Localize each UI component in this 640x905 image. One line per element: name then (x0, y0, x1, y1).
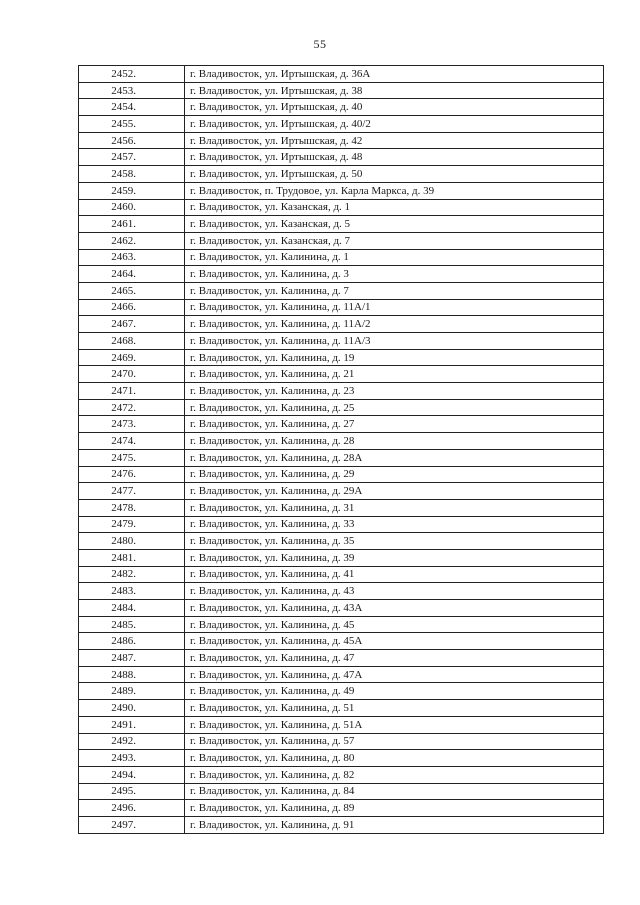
row-address: г. Владивосток, ул. Калинина, д. 11А/1 (185, 299, 604, 316)
row-address: г. Владивосток, ул. Калинина, д. 51А (185, 716, 604, 733)
table-row (79, 349, 604, 366)
table-row (79, 282, 604, 299)
table-row (79, 816, 604, 833)
row-number: 2491. (79, 716, 185, 733)
table-row (79, 600, 604, 617)
row-address: г. Владивосток, ул. Иртышская, д. 38 (185, 82, 604, 99)
row-number: 2464. (79, 266, 185, 283)
table-row (79, 800, 604, 817)
table-row (79, 366, 604, 383)
table-row (79, 466, 604, 483)
row-number: 2459. (79, 182, 185, 199)
row-address: г. Владивосток, ул. Иртышская, д. 48 (185, 149, 604, 166)
row-number: 2469. (79, 349, 185, 366)
table-row (79, 383, 604, 400)
row-address: г. Владивосток, ул. Иртышская, д. 42 (185, 132, 604, 149)
row-number: 2454. (79, 99, 185, 116)
row-number: 2471. (79, 383, 185, 400)
row-address: г. Владивосток, ул. Иртышская, д. 40/2 (185, 116, 604, 133)
table-row (79, 66, 604, 83)
row-number: 2487. (79, 650, 185, 667)
row-number: 2457. (79, 149, 185, 166)
table-row (79, 399, 604, 416)
row-address: г. Владивосток, ул. Калинина, д. 39 (185, 549, 604, 566)
row-address: г. Владивосток, ул. Калинина, д. 80 (185, 750, 604, 767)
row-number: 2468. (79, 333, 185, 350)
table-row (79, 232, 604, 249)
row-address: г. Владивосток, ул. Калинина, д. 25 (185, 399, 604, 416)
row-address: г. Владивосток, ул. Калинина, д. 82 (185, 766, 604, 783)
table-row (79, 182, 604, 199)
row-number: 2467. (79, 316, 185, 333)
row-address: г. Владивосток, ул. Калинина, д. 33 (185, 516, 604, 533)
address-table-body (79, 66, 604, 834)
table-row (79, 249, 604, 266)
row-address: г. Владивосток, ул. Калинина, д. 41 (185, 566, 604, 583)
row-address: г. Владивосток, ул. Калинина, д. 89 (185, 800, 604, 817)
row-number: 2473. (79, 416, 185, 433)
row-number: 2472. (79, 399, 185, 416)
row-number: 2479. (79, 516, 185, 533)
table-row (79, 116, 604, 133)
row-address: г. Владивосток, ул. Калинина, д. 43А (185, 600, 604, 617)
row-address: г. Владивосток, ул. Иртышская, д. 50 (185, 166, 604, 183)
row-address: г. Владивосток, п. Трудовое, ул. Карла Маркса, д. 39 (185, 182, 604, 199)
row-number: 2489. (79, 683, 185, 700)
row-number: 2486. (79, 633, 185, 650)
row-address: г. Владивосток, ул. Калинина, д. 47 (185, 650, 604, 667)
row-address: г. Владивосток, ул. Калинина, д. 27 (185, 416, 604, 433)
row-number: 2481. (79, 549, 185, 566)
row-address: г. Владивосток, ул. Калинина, д. 7 (185, 282, 604, 299)
row-number: 2463. (79, 249, 185, 266)
row-number: 2488. (79, 666, 185, 683)
row-address: г. Владивосток, ул. Калинина, д. 91 (185, 816, 604, 833)
row-number: 2492. (79, 733, 185, 750)
row-address: г. Владивосток, ул. Калинина, д. 3 (185, 266, 604, 283)
table-row (79, 499, 604, 516)
table-row (79, 299, 604, 316)
row-number: 2480. (79, 533, 185, 550)
table-row (79, 700, 604, 717)
row-address: г. Владивосток, ул. Калинина, д. 49 (185, 683, 604, 700)
row-address: г. Владивосток, ул. Калинина, д. 47А (185, 666, 604, 683)
table-row (79, 750, 604, 767)
row-number: 2493. (79, 750, 185, 767)
table-row (79, 199, 604, 216)
row-number: 2470. (79, 366, 185, 383)
row-number: 2455. (79, 116, 185, 133)
row-number: 2494. (79, 766, 185, 783)
table-row (79, 266, 604, 283)
table-row (79, 566, 604, 583)
row-number: 2495. (79, 783, 185, 800)
table-row (79, 82, 604, 99)
row-address: г. Владивосток, ул. Калинина, д. 23 (185, 383, 604, 400)
table-row (79, 166, 604, 183)
table-row (79, 766, 604, 783)
row-number: 2474. (79, 433, 185, 450)
table-row (79, 733, 604, 750)
row-number: 2476. (79, 466, 185, 483)
table-row (79, 216, 604, 233)
row-address: г. Владивосток, ул. Калинина, д. 11А/3 (185, 333, 604, 350)
table-row (79, 132, 604, 149)
row-address: г. Владивосток, ул. Калинина, д. 43 (185, 583, 604, 600)
row-number: 2477. (79, 483, 185, 500)
table-row (79, 783, 604, 800)
table-row (79, 683, 604, 700)
row-address: г. Владивосток, ул. Казанская, д. 7 (185, 232, 604, 249)
table-row (79, 516, 604, 533)
row-address: г. Владивосток, ул. Калинина, д. 57 (185, 733, 604, 750)
row-address: г. Владивосток, ул. Иртышская, д. 36А (185, 66, 604, 83)
row-address: г. Владивосток, ул. Калинина, д. 35 (185, 533, 604, 550)
row-number: 2485. (79, 616, 185, 633)
row-number: 2452. (79, 66, 185, 83)
row-address: г. Владивосток, ул. Калинина, д. 45 (185, 616, 604, 633)
row-number: 2460. (79, 199, 185, 216)
table-row (79, 333, 604, 350)
row-address: г. Владивосток, ул. Калинина, д. 31 (185, 499, 604, 516)
table-row (79, 616, 604, 633)
row-number: 2478. (79, 499, 185, 516)
table-row (79, 633, 604, 650)
row-number: 2475. (79, 449, 185, 466)
table-row (79, 449, 604, 466)
row-number: 2465. (79, 282, 185, 299)
row-address: г. Владивосток, ул. Иртышская, д. 40 (185, 99, 604, 116)
row-address: г. Владивосток, ул. Калинина, д. 28 (185, 433, 604, 450)
row-address: г. Владивосток, ул. Казанская, д. 1 (185, 199, 604, 216)
table-row (79, 533, 604, 550)
table-row (79, 149, 604, 166)
row-number: 2456. (79, 132, 185, 149)
row-address: г. Владивосток, ул. Калинина, д. 29 (185, 466, 604, 483)
address-table (78, 65, 604, 834)
table-row (79, 549, 604, 566)
row-address: г. Владивосток, ул. Калинина, д. 11А/2 (185, 316, 604, 333)
row-number: 2482. (79, 566, 185, 583)
table-row (79, 99, 604, 116)
table-row (79, 316, 604, 333)
row-address: г. Владивосток, ул. Калинина, д. 51 (185, 700, 604, 717)
row-number: 2462. (79, 232, 185, 249)
row-number: 2496. (79, 800, 185, 817)
row-address: г. Владивосток, ул. Казанская, д. 5 (185, 216, 604, 233)
row-address: г. Владивосток, ул. Калинина, д. 21 (185, 366, 604, 383)
row-number: 2484. (79, 600, 185, 617)
row-address: г. Владивосток, ул. Калинина, д. 28А (185, 449, 604, 466)
row-address: г. Владивосток, ул. Калинина, д. 1 (185, 249, 604, 266)
row-number: 2483. (79, 583, 185, 600)
row-number: 2490. (79, 700, 185, 717)
row-number: 2466. (79, 299, 185, 316)
table-row (79, 666, 604, 683)
row-address: г. Владивосток, ул. Калинина, д. 19 (185, 349, 604, 366)
page-number: 55 (313, 37, 327, 51)
row-number: 2461. (79, 216, 185, 233)
table-row (79, 433, 604, 450)
row-address: г. Владивосток, ул. Калинина, д. 29А (185, 483, 604, 500)
row-number: 2497. (79, 816, 185, 833)
table-row (79, 583, 604, 600)
table-row (79, 716, 604, 733)
row-address: г. Владивосток, ул. Калинина, д. 84 (185, 783, 604, 800)
table-row (79, 416, 604, 433)
table-row (79, 650, 604, 667)
row-number: 2453. (79, 82, 185, 99)
row-number: 2458. (79, 166, 185, 183)
table-row (79, 483, 604, 500)
row-address: г. Владивосток, ул. Калинина, д. 45А (185, 633, 604, 650)
